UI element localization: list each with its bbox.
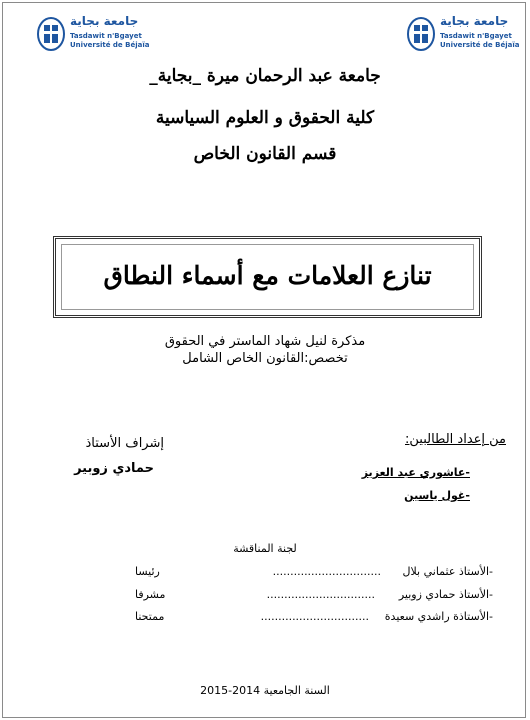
logo-latin-line1: Tasdawit n'Bgayet	[440, 32, 512, 40]
logo-arabic-text: جامعة بجاية	[440, 14, 509, 28]
committee-row	[135, 565, 493, 581]
title-box	[53, 236, 482, 318]
subtitle-specialty: تخصص:القانون الخاص الشامل	[182, 351, 348, 366]
logo-latin-line2: Université de Béjaïa	[440, 41, 520, 49]
dotted-leader: ...............................	[266, 588, 375, 601]
prepared-by-label: من إعداد الطالبين:	[405, 432, 506, 447]
university-emblem-icon	[406, 16, 436, 52]
committee-member-name: -الأستاذ حمادي زوبير	[398, 588, 493, 601]
committee-member-name: -الأستاذة راشدي سعيدة	[384, 610, 493, 623]
university-name: جامعة عبد الرحمان ميرة _بجاية_	[149, 66, 381, 86]
university-logo-left	[36, 14, 150, 58]
subtitle-degree: مذكرة لنيل شهاد الماستر في الحقوق	[164, 334, 366, 349]
thesis-title: تنازع العلامات مع أسماء النطاق	[103, 261, 432, 290]
logo-latin-line2: Université de Béjaïa	[70, 41, 150, 49]
committee-row	[135, 588, 493, 604]
committee-member-role: ممتحنا	[135, 610, 165, 623]
department-name: قسم القانون الخاص	[193, 144, 337, 164]
committee-member-name: -الأستاذ عثماني بلال	[402, 565, 493, 578]
academic-year: السنة الجامعية 2014-2015	[200, 684, 330, 697]
logo-latin-line1: Tasdawit n'Bgayet	[70, 32, 142, 40]
supervisor-name: حمادي زوبير	[74, 461, 154, 476]
student-name: -عاشوري عبد العزيز	[361, 466, 470, 479]
dotted-leader: ...............................	[272, 565, 381, 578]
faculty-name: كلية الحقوق و العلوم السياسية	[155, 108, 375, 128]
committee-title: لجنة المناقشة	[233, 542, 297, 555]
supervision-label: إشراف الأستاذ	[85, 436, 164, 451]
committee-row	[135, 610, 493, 626]
dotted-leader: ...............................	[260, 610, 369, 623]
committee-member-role: رئيسا	[135, 565, 160, 578]
student-name: -غول ياسين	[404, 489, 470, 502]
university-emblem-icon	[36, 16, 66, 52]
university-logo-right	[406, 14, 520, 58]
logo-arabic-text: جامعة بجاية	[70, 14, 139, 28]
committee-member-role: مشرفا	[135, 588, 166, 601]
